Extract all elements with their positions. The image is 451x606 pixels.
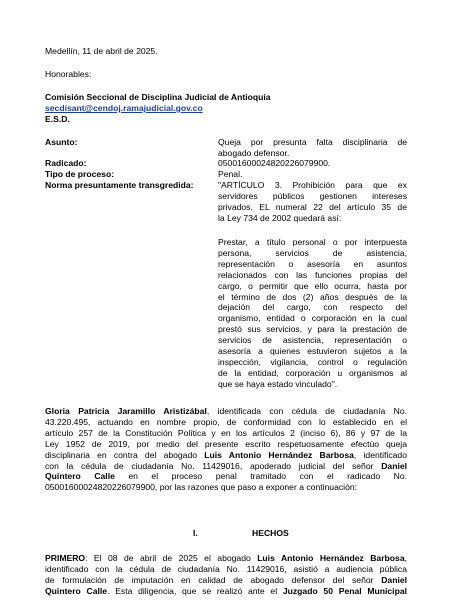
quote-line: cargo, o permitir que ello ocurra, hasta por: [218, 280, 407, 291]
quote-line: de la entidad, corporación u organismos al: [218, 367, 407, 378]
email-text[interactable]: secdisant@cendoj.ramajudicial.gov.co: [45, 103, 203, 113]
primero-line: de formulación de imputación en calidad de abogado defensor del señor Daniel: [45, 574, 407, 585]
primero-paragraph: [45, 553, 407, 597]
section-number: I.: [193, 528, 198, 538]
asunto-value: [218, 137, 407, 159]
quote-line: inspección, vigilancia, control o regulación: [218, 356, 407, 367]
intro-line: Quintero Calle en el proceso penal tramitado con el radicado No.: [45, 471, 407, 482]
quote-line: persona, servicios de asistencia,: [218, 247, 407, 258]
lawyer-name: Luis Antonio Hernández Barbosa: [204, 449, 354, 460]
court-name: Juzgado 50 Penal Municipal: [282, 585, 407, 596]
intro-line: 43.220.495, actuando en nombre propio, de conformidad con lo establecido en el: [45, 416, 407, 427]
client-last-name: Quintero Calle: [45, 585, 108, 596]
recipient-email-link[interactable]: [45, 103, 203, 114]
intro-line: Ley 1952 de 2019, por medio del presente escrito respetuosamente efectúo queja: [45, 438, 407, 449]
tipo-proceso-value: Penal.: [218, 169, 243, 179]
asunto-line: Queja por presunta falta disciplinaria de: [218, 137, 407, 147]
city-date: Medellín, 11 de abril de 2025.: [45, 46, 158, 56]
complainant-name: Gloria Patricia Jaramillo Aristizábal: [45, 406, 207, 416]
quote-line: servicios de asistencia, representación o: [218, 335, 407, 346]
primero-line: Quintero Calle. Esta diligencia, que se realizó ante el Juzgado 50 Penal Municipal: [45, 585, 407, 596]
intro-line: con la cédula de ciudadanía No. 11429016, apoderado judicial del señor Daniel: [45, 460, 407, 471]
quote-line: prestó sus servicios, y para la prestación de: [218, 324, 407, 335]
quote-line: Prestar, a título personal o por interpuesta: [218, 237, 407, 247]
client-last-name: Quintero Calle: [45, 471, 115, 482]
quote-line: asesoría a quienes estuvieron sujetos a la: [218, 346, 407, 357]
primero-label: PRIMERO: [45, 553, 86, 563]
quote-line: representación o asesoría en asuntos: [218, 258, 407, 269]
section-heading: [45, 528, 407, 540]
primero-line: identificado con la cédula de ciudadanía No. 11429016, asistió a audiencia pública: [45, 563, 407, 574]
quote-line: el término de dos (2) años después de la: [218, 291, 407, 302]
intro-line: artículo 257 de la Constitución Política y en los artículos 2 (inciso 6), 86 y 97 de la: [45, 427, 407, 438]
quote-line: organismo, entidad o corporación en la cual: [218, 313, 407, 324]
norma-label: Norma presuntamente transgredida:: [45, 180, 194, 190]
recipient-name: Comisión Seccional de Disciplina Judicial de Antioquia: [45, 92, 271, 102]
norma-line: privados. EL numeral 22 del artículo 35 de: [218, 201, 407, 212]
norma-article-text: [218, 180, 407, 224]
primero-line: PRIMERO: El 08 de abril de 2025 el abogado Luis Antonio Hernández Barbosa,: [45, 553, 407, 563]
quote-line: dejación del cargo, con respecto del: [218, 302, 407, 313]
tipo-proceso-label: Tipo de proceso:: [45, 169, 115, 179]
norma-quote-text: [218, 237, 407, 390]
asunto-line: abogado defensor.: [218, 147, 290, 158]
norma-line: la Ley 734 de 2002 quedará así:: [218, 212, 342, 223]
intro-line: 05001600024820226079900, por las razones que paso a exponer a continuación:: [45, 482, 358, 493]
client-first-name: Daniel: [381, 574, 407, 585]
intro-line: disciplinaria en contra del abogado Luis Antonio Hernández Barbosa, identificado: [45, 449, 407, 460]
asunto-label: Asunto:: [45, 137, 78, 147]
intro-line: Gloria Patricia Jaramillo Aristizábal, identificada con cédula de ciudadanía No.: [45, 406, 407, 416]
intro-paragraph: [45, 406, 407, 493]
salutation: Honorables:: [45, 69, 92, 79]
quote-line: relacionados con las funciones propias del: [218, 269, 407, 280]
radicado-value: 05001600024820226079900.: [218, 158, 331, 168]
client-first-name: Daniel: [381, 460, 407, 471]
radicado-label: Radicado:: [45, 158, 87, 168]
quote-line: que se haya estado vinculado".: [218, 378, 338, 389]
norma-line: servidores públicos gestionen intereses: [218, 190, 407, 201]
lawyer-name: Luis Antonio Hernández Barbosa: [257, 553, 405, 563]
section-title: HECHOS: [252, 528, 289, 538]
esd-label: E.S.D.: [45, 114, 70, 124]
norma-line: "ARTÍCULO 3. Prohibición para que ex: [218, 180, 407, 190]
